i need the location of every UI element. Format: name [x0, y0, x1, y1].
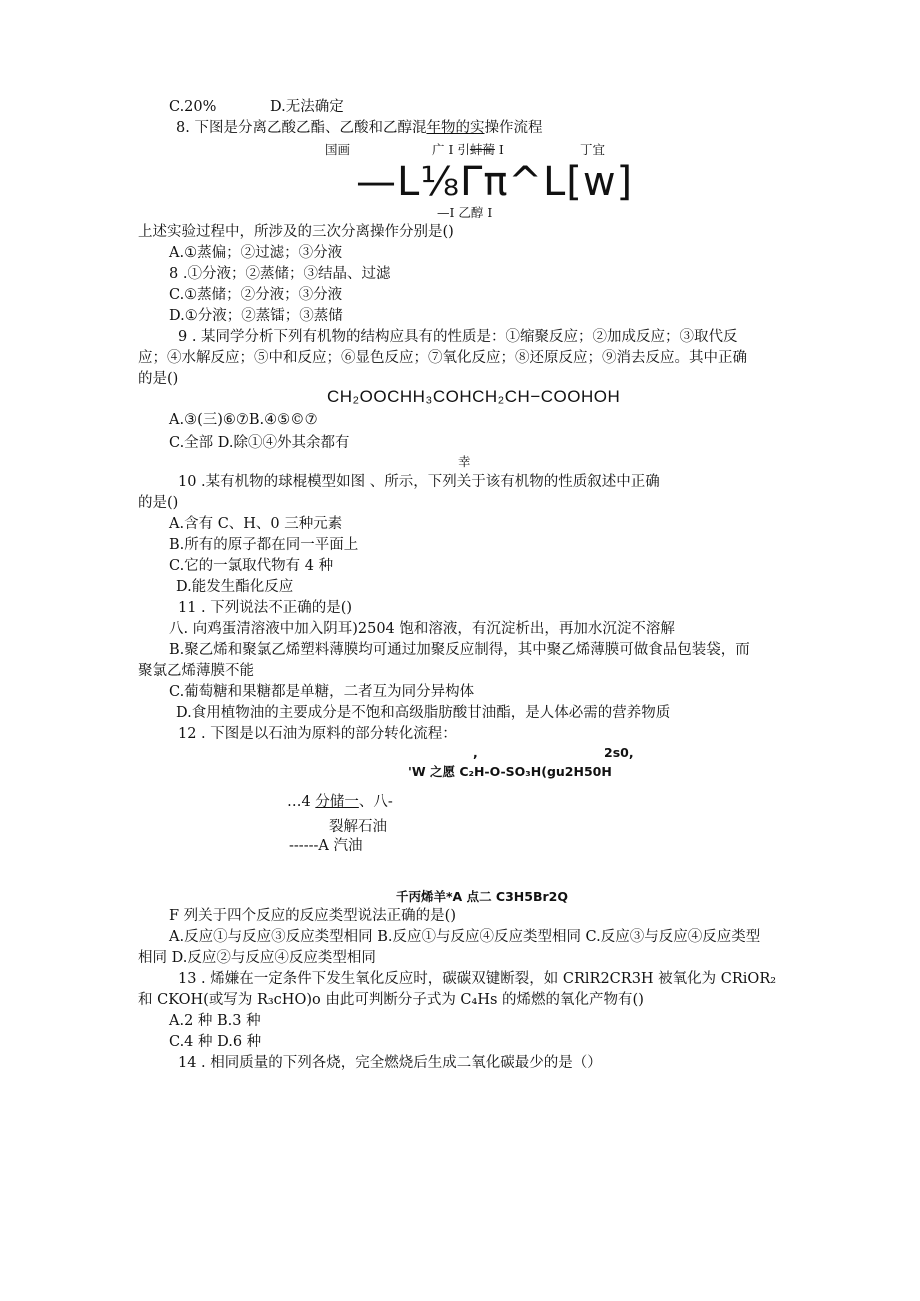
q8-figure-label-bottom: —I 乙醇 I — [437, 205, 493, 220]
q10-figure-mark: 幸 — [458, 454, 471, 469]
q12-figure-line2-b: 分储一 — [315, 794, 359, 810]
q14-stem: 14 . 相同质量的下列各烧，完全燃烧后生成二氧化碳最少的是（） — [178, 1055, 602, 1071]
q7-option-d: D.无法确定 — [270, 99, 344, 115]
q10-option-b: B.所有的原子都在同一平面上 — [169, 537, 359, 553]
q10-option-a: A.含有 C、H、0 三种元素 — [169, 516, 343, 532]
q8-question: 上述实验过程中，所涉及的三次分离操作分别是() — [138, 224, 454, 240]
q11-option-c: C.葡萄糖和果糖都是单糖，二者互为同分异构体 — [169, 684, 475, 700]
q8-figure-label-mid-c: I — [494, 142, 504, 157]
q9-stem-line1: 9 . 某同学分析下列有机物的结构应具有的性质是：①缩聚反应；②加成反应；③取代反 — [178, 329, 738, 345]
q8-stem-text: 8. 下图是分离乙酸乙酯、乙酸和乙醇混 — [176, 120, 427, 136]
q8-figure-label-left: 国画 — [325, 142, 351, 157]
q11-option-d: D.食用植物油的主要成分是不饱和高级脂肪酸甘油酯，是人体必需的营养物质 — [176, 705, 671, 721]
q9-structural-formula: CH₂OOCHH₃COHCH₂CH−COOHOH — [327, 387, 621, 406]
q12-figure-line2-a: …4 — [287, 794, 316, 810]
q11-stem: 11 . 下列说法不正确的是() — [178, 600, 353, 616]
q7-option-c: C.20% — [169, 99, 217, 115]
q13-options-ab: A.2 种 B.3 种 — [169, 1013, 261, 1029]
q12-figure-2s0: 2s0, — [604, 745, 634, 760]
q11-option-b-line2: 聚氯乙烯薄膜不能 — [138, 663, 254, 679]
q8-option-b: 8 .①分液；②蒸储；③结晶、过滤 — [169, 266, 391, 282]
q8-option-a: A.①蒸偏；②过滤；③分液 — [169, 245, 343, 261]
q8-stem-underlined: 年物的实 — [426, 120, 485, 136]
q8-figure-label-mid-a: 广 I 引 — [432, 142, 470, 157]
q10-option-d: D.能发生酯化反应 — [176, 579, 294, 595]
q8-figure-label-mid-b: 蚌蔺 — [469, 142, 495, 157]
q12-figure-line5: 千丙烯羊*A 点二 C3H5Br2Q — [396, 889, 568, 904]
q8-option-d: D.①分液；②蒸镭；③蒸储 — [169, 308, 343, 324]
q9-options-ab: A.③(三)⑥⑦B.④⑤©⑦ — [169, 412, 318, 428]
q13-stem-line1: 13 . 烯嫌在一定条件下发生氧化反应时，碳碳双键断裂，如 CRlR2CR3H 被氧化为 CRiOR₂ — [178, 971, 777, 987]
q12-options-line2: 相同 D.反应②与反应④反应类型相同 — [138, 950, 376, 966]
q9-stem-line3: 的是() — [138, 371, 179, 387]
q13-stem-line2: 和 CKOH(或写为 R₃cHO)o 由此可判断分子式为 C₄Hs 的烯燃的氧化产物有() — [138, 992, 644, 1008]
q12-figure-line4: ------A 汽油 — [289, 838, 363, 854]
q12-stem: 12 . 下图是以石油为原料的部分转化流程： — [178, 726, 457, 742]
q10-stem-line1: 10 .某有机物的球棍模型如图 、所示，下列关于该有机物的性质叙述中正确 — [178, 474, 660, 490]
q12-figure-comma: , — [473, 745, 478, 760]
q9-options-cd: C.全部 D.除①④外其余都有 — [169, 435, 350, 451]
q8-figure-label-mid — [432, 140, 504, 160]
q12-figure-line1: 'W 之愿 C₂H-O-SO₃H(gu2H50H — [408, 764, 612, 779]
q8-option-c: C.①蒸储；②分液；③分液 — [169, 287, 343, 303]
q10-stem-line2: 的是() — [138, 495, 179, 511]
q8-stem — [176, 118, 542, 138]
q13-options-cd: C.4 种 D.6 种 — [169, 1034, 262, 1050]
q8-figure-label-right: 丁宜 — [580, 142, 606, 157]
q8-figure-flow: —L⅛Γπ^L[w] — [356, 159, 634, 205]
q8-stem-end: 操作流程 — [484, 120, 543, 136]
q12-figure-line2 — [287, 792, 393, 812]
q11-option-b-line1: B.聚乙烯和聚氯乙烯塑料薄膜均可通过加聚反应制得，其中聚乙烯薄膜可做食品包装袋，而 — [169, 642, 750, 658]
q11-option-a: 八. 向鸡蛋清溶液中加入阴耳)2504 饱和溶液，有沉淀析出，再加水沉淀不溶解 — [169, 621, 675, 637]
q12-options-line1: A.反应①与反应③反应类型相同 B.反应①与反应④反应类型相同 C.反应③与反应④反应类型 — [169, 929, 761, 945]
q12-question: F 列关于四个反应的反应类型说法正确的是() — [169, 908, 456, 924]
q10-option-c: C.它的一氯取代物有 4 种 — [169, 558, 334, 574]
q12-figure-line2-c: 、八- — [358, 794, 393, 810]
q9-stem-line2: 应；④水解反应；⑤中和反应；⑥显色反应；⑦氧化反应；⑧还原反应；⑨消去反应。其中正确 — [138, 350, 747, 366]
q12-figure-line3: 裂解石油 — [329, 819, 387, 835]
